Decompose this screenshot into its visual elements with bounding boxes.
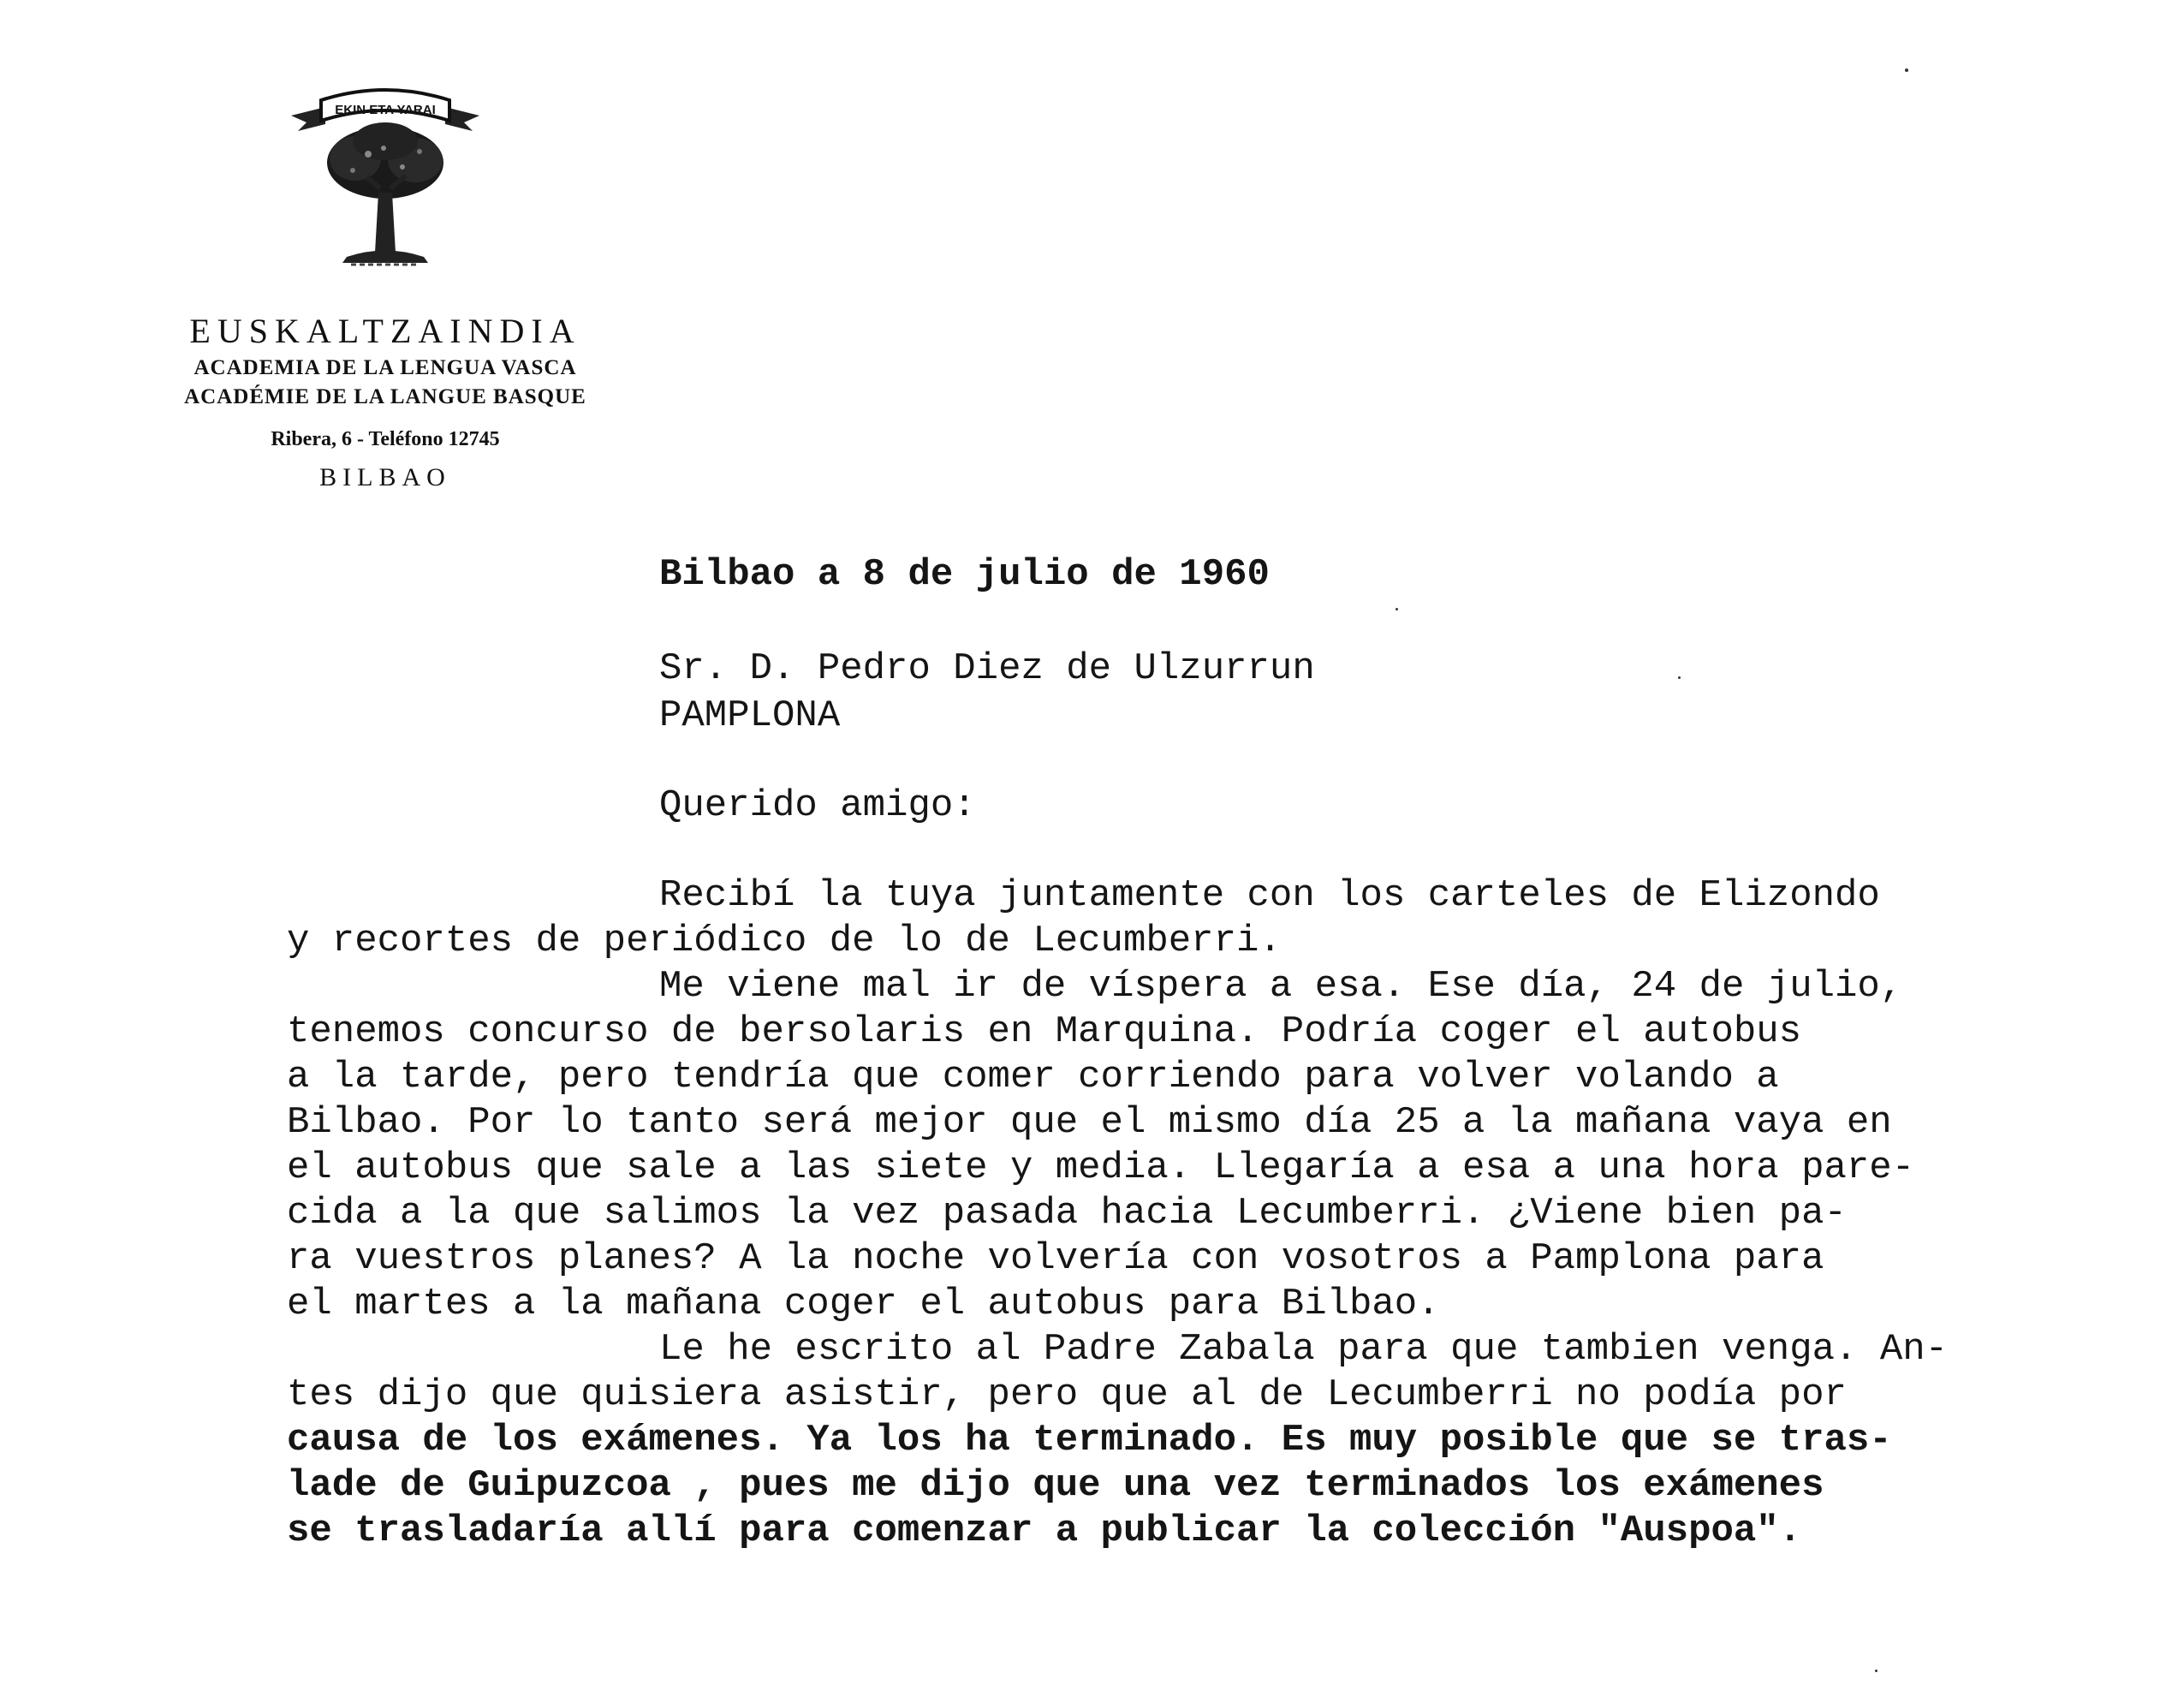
organization-subtitle-es: ACADEMIA DE LA LENGUA VASCA bbox=[193, 356, 577, 379]
letter-line: ra vuestros planes? A la noche volvería con vosotros a Pamplona para bbox=[287, 1237, 1824, 1280]
letter-line: el autobus que sale a las siete y media. Llegaría a esa a una hora pare- bbox=[287, 1146, 1915, 1189]
organization-city: BILBAO bbox=[319, 463, 451, 491]
letter-line: Me viene mal ir de víspera a esa. Ese día, 24 de julio, bbox=[659, 965, 1903, 1008]
scan-speck bbox=[1905, 68, 1908, 72]
organization-subtitle-fr: ACADÉMIE DE LA LANGUE BASQUE bbox=[184, 385, 586, 408]
letter-date: Bilbao a 8 de julio de 1960 bbox=[659, 553, 1270, 596]
letterhead bbox=[128, 81, 642, 492]
letter-line: Bilbao. Por lo tanto será mejor que el mismo día 25 a la mañana vaya en bbox=[287, 1101, 1892, 1144]
letter-line: Le he escrito al Padre Zabala para que tambien venga. An- bbox=[659, 1328, 1949, 1371]
letter-line: se trasladaría allí para comenzar a publicar la colección "Auspoa". bbox=[287, 1509, 1802, 1552]
letter-line: lade de Guipuzcoa , pues me dijo que una vez terminados los exámenes bbox=[287, 1464, 1824, 1507]
letter-line: causa de los exámenes. Ya los ha terminado. Es muy posible que se tras- bbox=[287, 1419, 1892, 1462]
letter-line: y recortes de periódico de lo de Lecumberri. bbox=[287, 920, 1282, 962]
letter-line: tes dijo que quisiera asistir, pero que al de Lecumberri no podía por bbox=[287, 1373, 1847, 1416]
tree-emblem-icon bbox=[274, 81, 497, 278]
scan-speck bbox=[1678, 676, 1681, 679]
letter-line: cida a la que salimos la vez pasada hacia Lecumberri. ¿Viene bien pa- bbox=[287, 1192, 1847, 1235]
organization-name: EUSKALTZAINDIA bbox=[189, 312, 581, 350]
recipient-name: Sr. D. Pedro Diez de Ulzurrun bbox=[659, 647, 1315, 690]
letter-body bbox=[287, 873, 2153, 1554]
scan-speck bbox=[1395, 608, 1398, 610]
letter-line: a la tarde, pero tendría que comer corriendo para volver volando a bbox=[287, 1056, 1779, 1099]
letter-greeting: Querido amigo: bbox=[659, 784, 976, 827]
letter-line: el martes a la mañana coger el autobus para Bilbao. bbox=[287, 1283, 1440, 1325]
letter-line: tenemos concurso de bersolaris en Marquina. Podría coger el autobus bbox=[287, 1010, 1802, 1053]
recipient-city: PAMPLONA bbox=[659, 694, 841, 737]
scan-speck bbox=[1875, 1670, 1878, 1672]
organization-address: Ribera, 6 - Teléfono 12745 bbox=[271, 428, 500, 450]
motto-text: EKIN ETA YARAI bbox=[335, 103, 436, 117]
letter-line: Recibí la tuya juntamente con los carteles de Elizondo bbox=[659, 874, 1880, 917]
